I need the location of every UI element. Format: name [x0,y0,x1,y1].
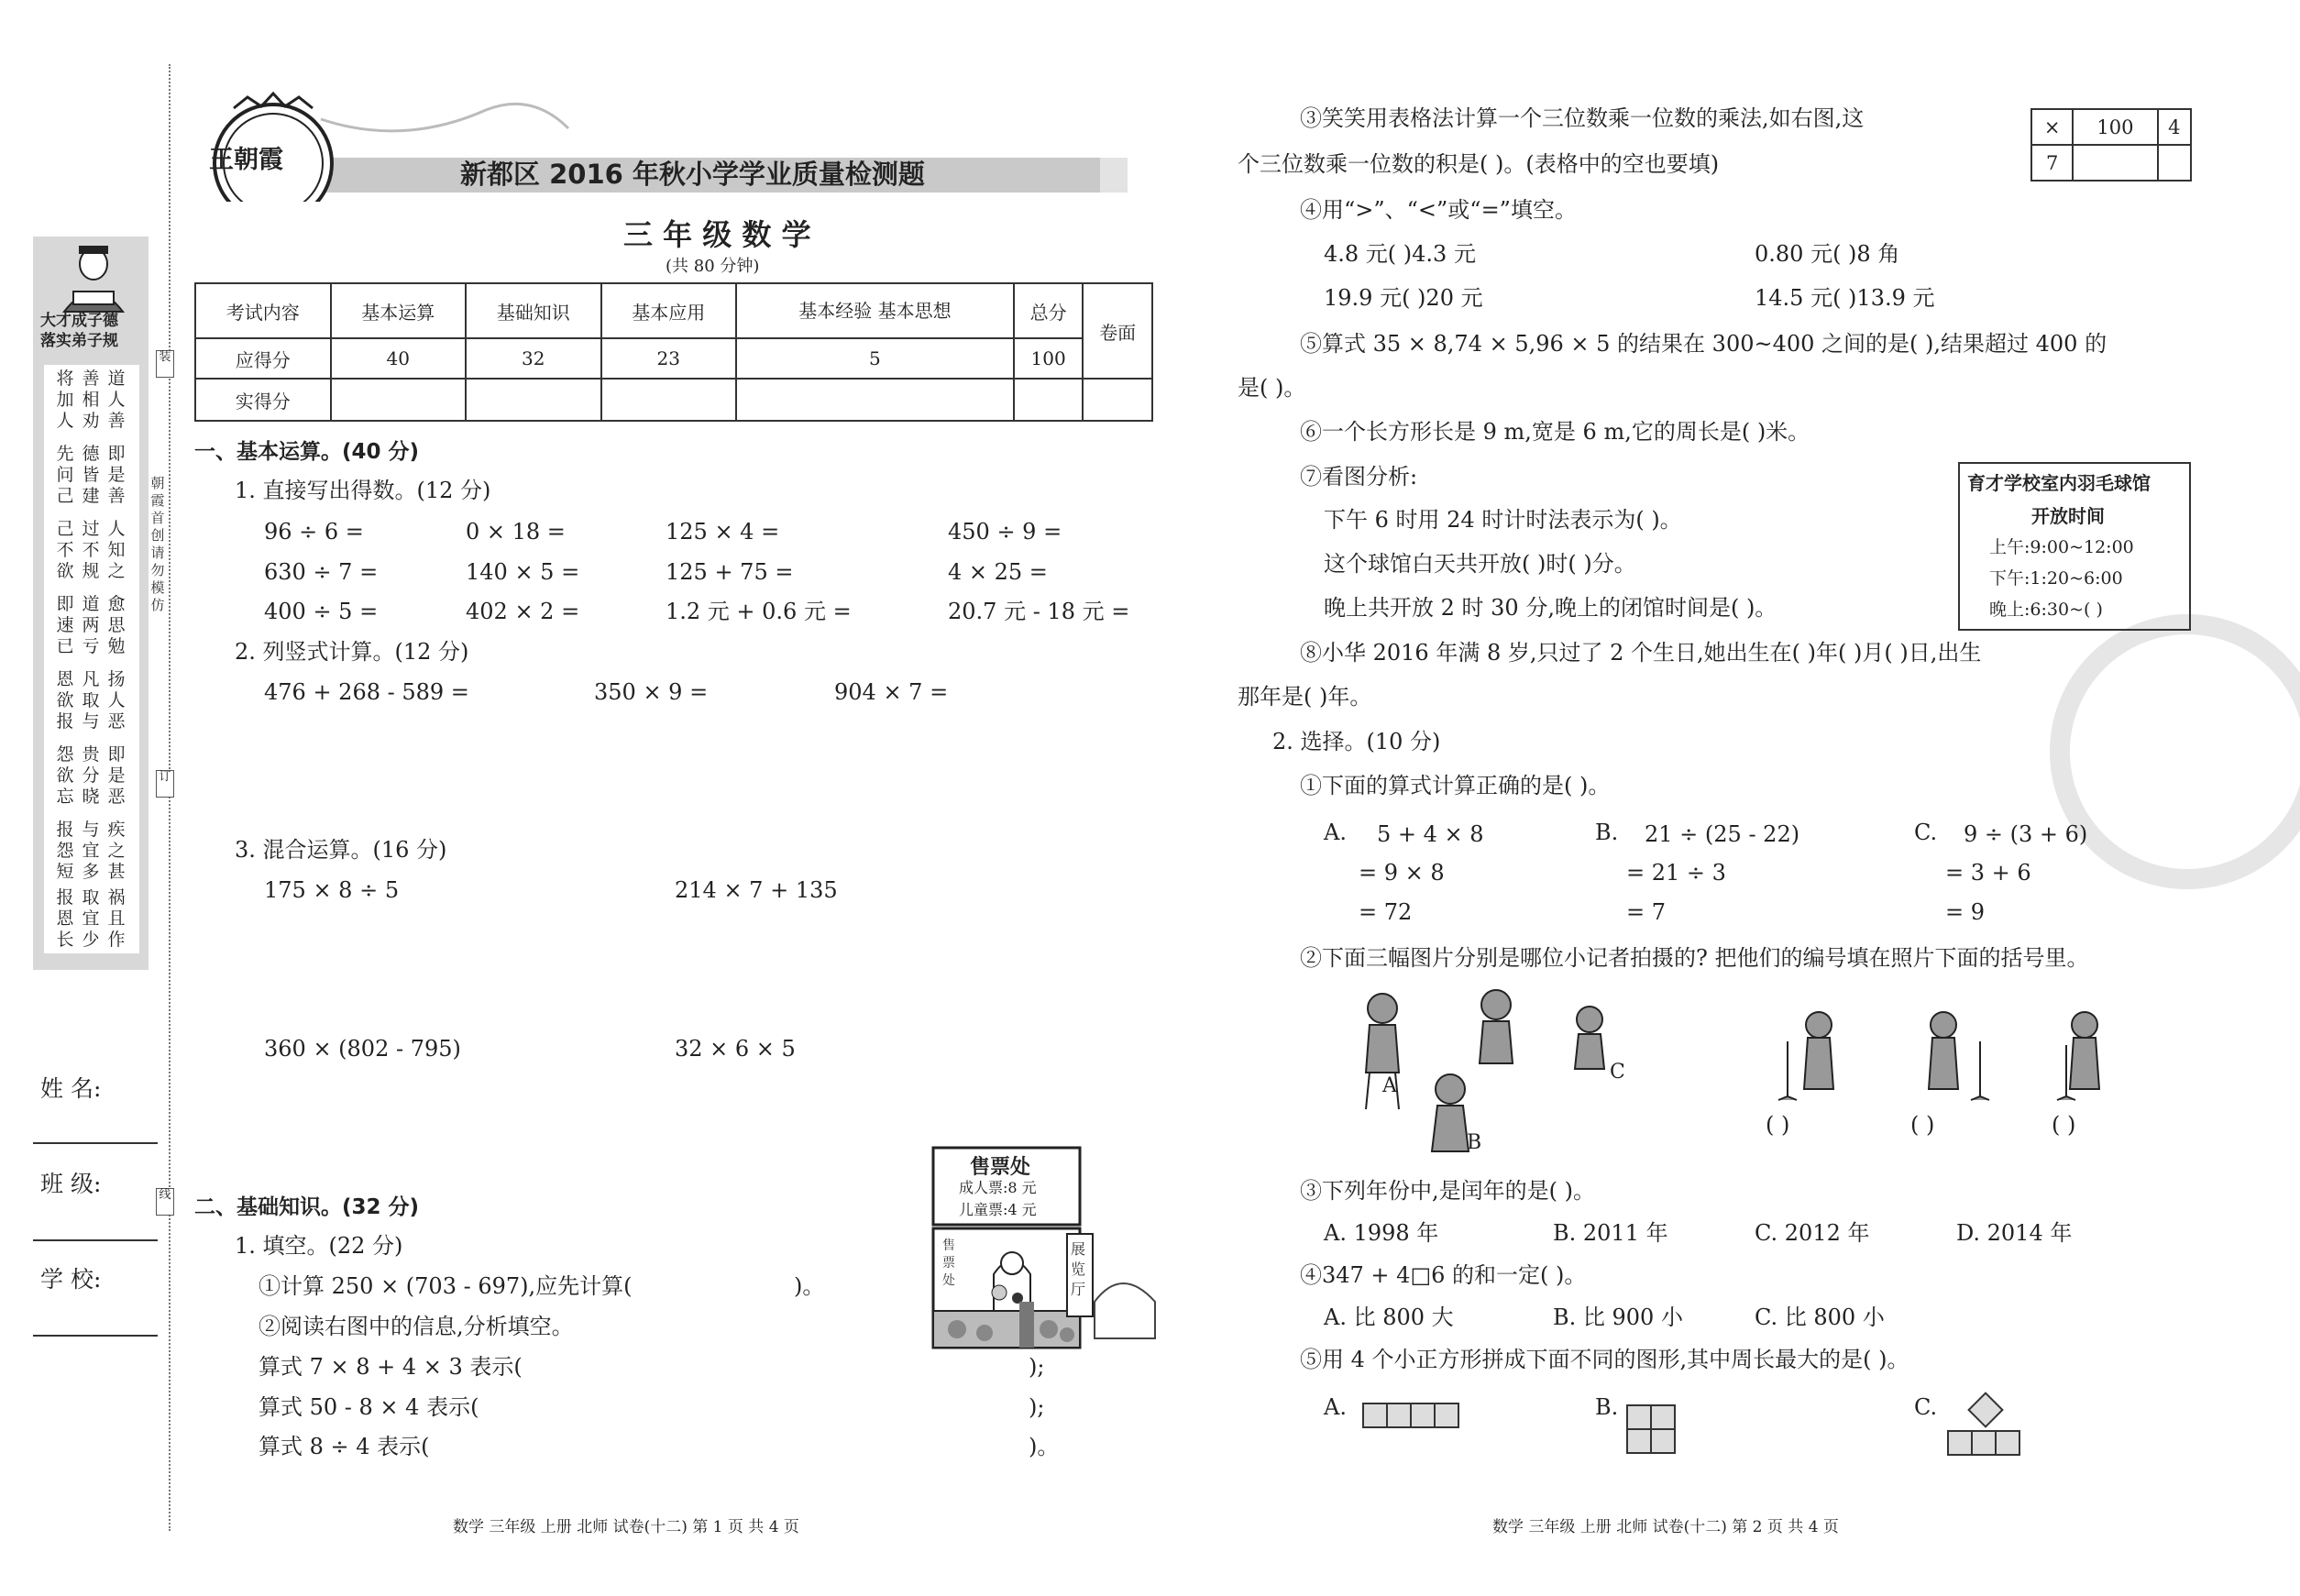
choice-1-b-line1: 21 ÷ (25 - 22) [1645,821,1800,847]
score-input-cell[interactable] [601,379,737,421]
motto-col: 人知之 [107,519,126,581]
compare-item: 19.9 元( )20 元 [1324,285,1483,311]
score-cell: 40 [331,338,467,379]
q7-b: 这个球馆白天共开放( )时( )分。 [1324,551,1636,577]
ticket-child-price: 儿童票:4 元 [959,1201,1037,1218]
expression-3: 算式 8 ÷ 4 表示( [259,1434,430,1459]
table-blank-cell[interactable] [2158,145,2191,181]
motto-col: 即是恶 [107,744,126,807]
school-label: 学 校: [40,1266,102,1293]
q4-title: ④用“>”、“<”或“=”填空。 [1300,197,1577,223]
schedule-title: 育才学校室内羽毛球馆 [1967,472,2151,494]
choice-1-label-c[interactable]: C. [1914,820,1938,845]
fill-item-1: ①计算 250 × (703 - 697),应先计算( [259,1273,633,1299]
q5-line-1: ⑤算式 35 × 8,74 × 5,96 × 5 的结果在 300~400 之间的是( ),结果超过 400 的 [1300,331,2107,357]
choice-1-c-line2: = 3 + 6 [1945,860,2031,886]
score-input-cell[interactable] [1014,379,1084,421]
motto-top: 大才成子德 [40,312,118,330]
table-blank-cell[interactable] [2073,145,2157,181]
table-cell: 4 [2158,109,2191,145]
score-cell: 100 [1014,338,1084,379]
schedule-morning: 上午:9:00~12:00 [1989,537,2134,557]
school-field[interactable] [33,1335,158,1337]
choice-1-a-line2: = 9 × 8 [1359,860,1445,886]
vertical-calc-item: 476 + 268 - 589 = [264,679,469,705]
motto-col: 过不规 [82,519,100,581]
q7-title: ⑦看图分析: [1300,464,1418,490]
motto-col: 报怨短 [56,820,74,882]
motto-col: 疾之甚 [107,820,126,882]
calc-item: 96 ÷ 6 = [264,519,364,545]
choice-1-c-line1: 9 ÷ (3 + 6) [1964,821,2088,847]
table-header: 基础知识 [466,283,601,338]
calc-item: 125 × 4 = [666,519,780,545]
motto-col: 报恩长 [56,887,74,950]
row-label: 实得分 [195,379,331,421]
motto-col: 己不欲 [56,519,74,581]
choice-5-label-a[interactable]: A. [1324,1394,1347,1420]
hall-sign: 展览厅 [1070,1240,1085,1298]
motto-col: 德皆建 [82,444,100,506]
mixed-calc-item: 214 × 7 + 135 [675,877,838,903]
motto-col: 怨欲忘 [56,744,74,807]
q8-line-2: 那年是( )年。 [1238,684,1372,710]
reporter-label-c: C [1610,1061,1625,1084]
motto-col: 道人善 [107,369,126,431]
choice-1-a-line1: 5 + 4 × 8 [1377,821,1484,847]
motto-col: 先问己 [56,444,74,506]
footer-right: 数学 三年级 上册 北师 试卷(十二) 第 2 页 共 4 页 [1492,1518,1839,1536]
motto-col: 愈思勉 [107,594,126,656]
schedule-afternoon: 下午:1:20~6:00 [1989,568,2123,589]
choice-2: ②下面三幅图片分别是哪位小记者拍摄的? 把他们的编号填在照片下面的括号里。 [1300,945,2089,971]
choice-4-option[interactable]: B. 比 900 小 [1553,1304,1683,1330]
motto-col: 取宜少 [82,887,100,950]
photo-blank[interactable]: ( ) [1766,1112,1790,1138]
subject-title: 三 年 级 数 学 [623,217,811,252]
calc-item: 0 × 18 = [466,519,566,545]
scholar-illustration [46,242,141,314]
q7-a: 下午 6 时用 24 时计时法表示为( )。 [1324,507,1682,533]
photo-blank[interactable]: ( ) [1910,1112,1935,1138]
compare-item: 4.8 元( )4.3 元 [1324,241,1476,267]
compare-item: 0.80 元( )8 角 [1755,241,1900,267]
q2-title: 2. 列竖式计算。(12 分) [235,639,469,665]
ticket-adult-price: 成人票:8 元 [959,1179,1037,1196]
table-cell: 7 [2031,145,2073,181]
choice-5: ⑤用 4 个小正方形拼成下面不同的图形,其中周长最大的是( )。 [1300,1347,1909,1372]
expression-1-end: ); [1029,1354,1045,1380]
square-shape [1362,1403,1388,1428]
schedule-subtitle: 开放时间 [2031,505,2105,527]
compare-item: 14.5 元( )13.9 元 [1755,285,1935,311]
square-shape [1626,1404,1652,1430]
row-label: 应得分 [195,338,331,379]
table-header: 基本运算 [331,283,467,338]
motto-col: 将加人 [56,369,74,431]
schedule-evening: 晚上:6:30~( ) [1989,600,2103,620]
vertical-calc-item: 904 × 7 = [834,679,949,705]
choice-3-option[interactable]: A. 1998 年 [1324,1220,1439,1246]
ticket-booth-illustration [930,1146,1159,1357]
table-header: 卷面 [1083,283,1152,379]
choice-5-label-c[interactable]: C. [1914,1394,1938,1420]
square-shape [1995,1430,2020,1456]
motto-col: 祸且作 [107,887,126,950]
name-label: 姓 名: [40,1075,102,1102]
reporter-label-b: B [1467,1131,1482,1154]
exam-title: 新都区 2016 年秋小学学业质量检测题 [460,159,925,190]
choice-1-label-a[interactable]: A. [1324,820,1347,845]
table-cell: × [2031,109,2073,145]
motto-col: 道两亏 [82,594,100,656]
binding-mark: 订 [156,770,174,798]
multiplication-table [2030,108,2192,182]
booth-sign: 售票处 [942,1238,955,1288]
choice-1-label-b[interactable]: B. [1595,820,1619,845]
photo-blank[interactable]: ( ) [2052,1112,2076,1138]
section1-title: 一、基本运算。(40 分) [194,440,420,464]
binding-mark: 装 [156,350,174,378]
mixed-calc-item: 175 × 8 ÷ 5 [264,877,400,903]
q3-line-1: ③笑笑用表格法计算一个三位数乘一位数的乘法,如右图,这 [1300,105,1865,131]
choice-4-option[interactable]: A. 比 800 大 [1324,1304,1454,1330]
motto-col: 即是善 [107,444,126,506]
choice-4-option[interactable]: C. 比 800 小 [1755,1304,1885,1330]
square-shape [1650,1404,1676,1430]
calc-item: 125 + 75 = [666,559,794,585]
table-header: 考试内容 [195,283,331,338]
q1-title: 1. 直接写出得数。(12 分) [235,478,491,503]
motto-sub: 落实弟子规 [40,332,118,350]
exam-duration: (共 80 分钟) [666,257,760,276]
photos-illustration [1769,1008,2136,1109]
score-input-cell[interactable] [736,379,1014,421]
choice-1: ①下面的算式计算正确的是( )。 [1300,773,1611,798]
square-shape [1434,1403,1459,1428]
calc-item: 450 ÷ 9 = [948,519,1062,545]
fill-item-1-end: )。 [794,1273,825,1299]
section2-title: 二、基础知识。(32 分) [194,1195,420,1219]
fill-title: 1. 填空。(22 分) [235,1233,403,1259]
calc-item: 140 × 5 = [466,559,580,585]
expression-2: 算式 50 - 8 × 4 表示( [259,1394,479,1420]
name-field[interactable] [33,1142,158,1144]
square-shape [1410,1403,1436,1428]
calc-item: 1.2 元 + 0.6 元 = [666,599,852,624]
choice-3-option[interactable]: B. 2011 年 [1553,1220,1668,1246]
choice-1-b-line2: = 21 ÷ 3 [1626,860,1726,886]
table-header: 基本经验 基本思想 [736,283,1014,338]
table-header: 基本应用 [601,283,737,338]
score-table [194,282,1153,422]
square-shape [1947,1430,1973,1456]
calc-item: 4 × 25 = [948,559,1048,585]
score-input-cell[interactable] [331,379,467,421]
mixed-calc-item: 360 × (802 - 795) [264,1036,461,1062]
score-input-cell[interactable] [1083,379,1152,421]
square-shape [1626,1428,1652,1454]
motto-col: 即速已 [56,594,74,656]
table-header: 总分 [1014,283,1084,338]
publisher-logo: 王朝霞 [209,146,283,174]
class-label: 班 级: [40,1171,102,1197]
q7-c: 晚上共开放 2 时 30 分,晚上的闭馆时间是( )。 [1324,595,1777,621]
choice-1-c-line3: = 9 [1945,899,1986,925]
motto-col: 贵分晓 [82,744,100,807]
calc-item: 400 ÷ 5 = [264,599,379,624]
q5-line-2: 是( )。 [1238,375,1306,401]
watermark-seal [2050,614,2300,889]
score-cell: 5 [736,338,1014,379]
choice-3: ③下列年份中,是闰年的是( )。 [1300,1178,1595,1204]
reporter-label-a: A [1382,1074,1397,1097]
motto-col: 扬人恶 [107,669,126,732]
class-field[interactable] [33,1239,158,1241]
binding-mark: 线 [156,1188,174,1216]
copyright-vertical-note: 朝霞首创 请勿模仿 [150,475,165,613]
calc-item: 20.7 元 - 18 元 = [948,599,1130,624]
choice-3-option[interactable]: D. 2014 年 [1956,1220,2073,1246]
motto-col: 与宜多 [82,820,100,882]
choice-4: ④347 + 4□6 的和一定( )。 [1300,1262,1587,1288]
motto-col: 恩欲报 [56,669,74,732]
square-shape [1650,1428,1676,1454]
binding-dotted-line [169,64,171,1531]
expression-3-end: )。 [1029,1434,1060,1459]
square-shape [1967,1392,2004,1428]
score-cell: 32 [466,338,601,379]
vertical-calc-item: 350 × 9 = [594,679,709,705]
mixed-calc-item: 32 × 6 × 5 [675,1036,796,1062]
score-input-cell[interactable] [466,379,601,421]
motto-col: 善相劝 [82,369,100,431]
score-cell: 23 [601,338,737,379]
square-shape [1386,1403,1412,1428]
q8-line-1: ⑧小华 2016 年满 8 岁,只过了 2 个生日,她出生在( )年( )月( )日,出生 [1300,640,1982,666]
ticket-sign-title: 售票处 [970,1155,1031,1179]
fill-item-2: ②阅读右图中的信息,分析填空。 [259,1314,574,1339]
choice-1-b-line3: = 7 [1626,899,1667,925]
choice-title: 2. 选择。(10 分) [1272,729,1441,754]
motto-col: 凡取与 [82,669,100,732]
calc-item: 630 ÷ 7 = [264,559,379,585]
q3-line-2: 个三位数乘一位数的积是( )。(表格中的空也要填) [1238,151,1720,177]
choice-1-a-line3: = 72 [1359,899,1413,925]
q3-title: 3. 混合运算。(16 分) [235,837,447,863]
q6: ⑥一个长方形长是 9 m,宽是 6 m,它的周长是( )米。 [1300,419,1810,445]
choice-5-label-b[interactable]: B. [1595,1394,1619,1420]
footer-left: 数学 三年级 上册 北师 试卷(十二) 第 1 页 共 4 页 [453,1518,799,1536]
expression-1: 算式 7 × 8 + 4 × 3 表示( [259,1354,523,1380]
calc-item: 402 × 2 = [466,599,580,624]
table-cell: 100 [2073,109,2157,145]
expression-2-end: ); [1029,1394,1045,1420]
square-shape [1971,1430,1997,1456]
motto-text-area [44,365,139,953]
choice-3-option[interactable]: C. 2012 年 [1755,1220,1870,1246]
